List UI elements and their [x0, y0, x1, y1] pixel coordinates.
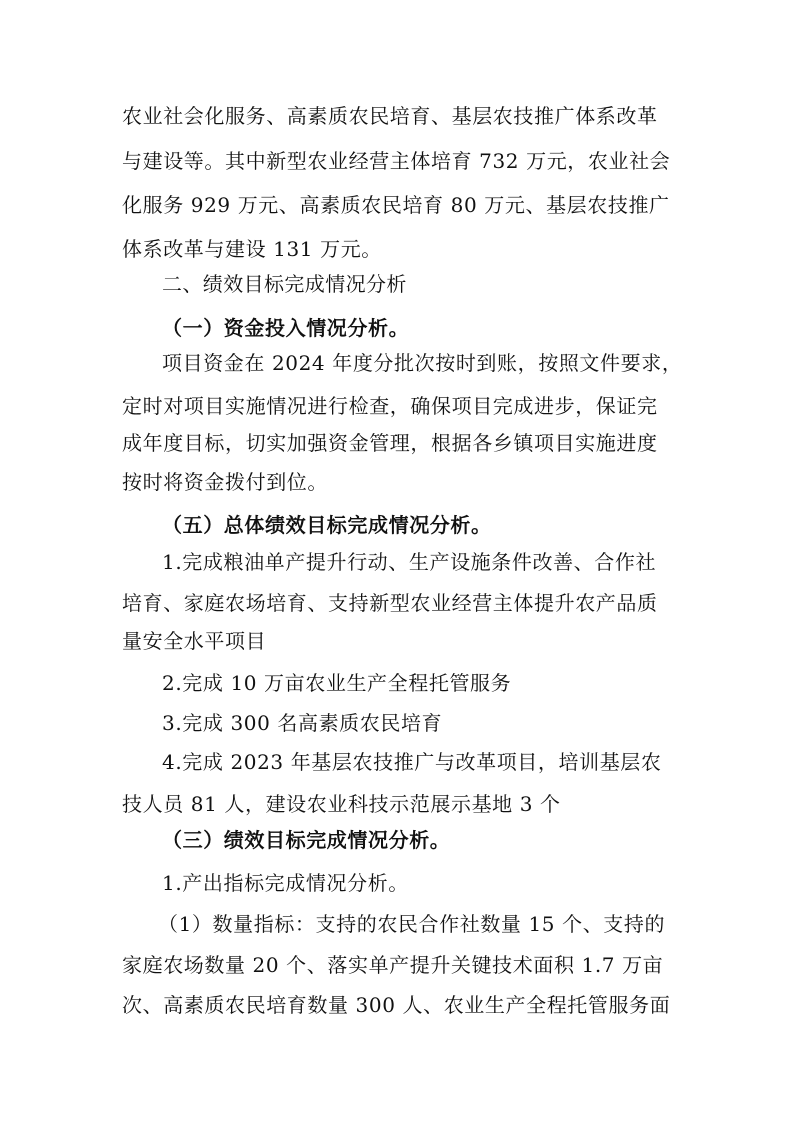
text-line: 成年度目标，切实加强资金管理，根据各乡镇项目实施进度 [122, 431, 658, 455]
text-line: 量安全水平项目 [122, 629, 267, 653]
list-item: （1）数量指标：支持的农民合作社数量 15 个、支持的 [158, 912, 666, 936]
subsection-heading: （三）绩效目标完成情况分析。 [162, 828, 451, 852]
list-item: 4.完成 2023 年基层农技推广与改革项目，培训基层农 [162, 750, 662, 774]
text-line: 次、高素质农民培育数量 300 人、农业生产全程托管服务面 [122, 993, 671, 1017]
list-item: 1.产出指标完成情况分析。 [162, 871, 409, 895]
text-line: 与建设等。其中新型农业经营主体培育 732 万元，农业社会 [122, 149, 671, 173]
list-item: 3.完成 300 名高素质农民培育 [162, 711, 443, 735]
text-line: 家庭农场数量 20 个、落实单产提升关键技术面积 1.7 万亩 [122, 953, 664, 977]
text-line: 按时将资金拨付到位。 [122, 470, 328, 494]
text-line: 培育、家庭农场培育、支持新型农业经营主体提升农产品质 [122, 591, 658, 615]
text-line: 定时对项目实施情况进行检查，确保项目完成进步，保证完 [122, 394, 658, 418]
subsection-heading: （五）总体绩效目标完成情况分析。 [162, 513, 492, 537]
text-line: 项目资金在 2024 年度分批次按时到账，按照文件要求， [162, 351, 683, 375]
text-line: 技人员 81 人，建设农业科技示范展示基地 3 个 [122, 792, 561, 816]
text-line: 化服务 929 万元、高素质农民培育 80 万元、基层农技推广 [122, 193, 670, 217]
text-line: 农业社会化服务、高素质农民培育、基层农技推广体系改革 [122, 104, 658, 128]
section-heading: 二、绩效目标完成情况分析 [162, 272, 407, 296]
subsection-heading: （一）资金投入情况分析。 [162, 316, 410, 340]
list-item: 1.完成粮油单产提升行动、生产设施条件改善、合作社 [162, 550, 657, 574]
text-line: 体系改革与建设 131 万元。 [122, 237, 382, 261]
list-item: 2.完成 10 万亩农业生产全程托管服务 [162, 671, 512, 695]
